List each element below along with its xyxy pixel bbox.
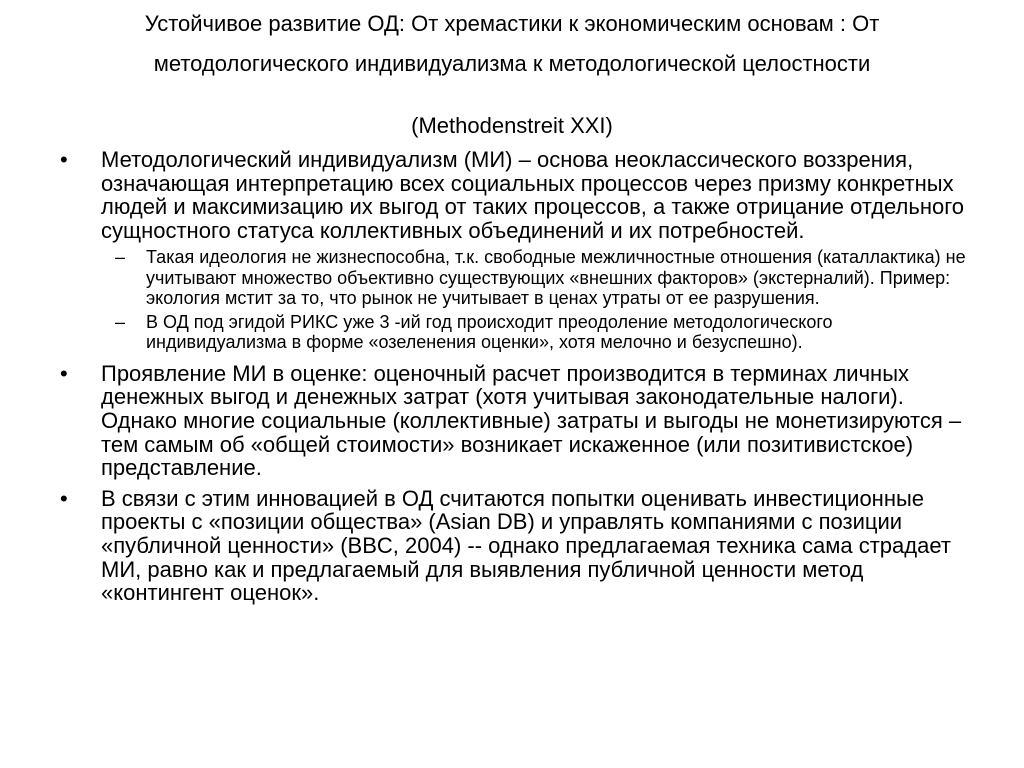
sub-bullet-text: Такая идеология не жизнеспособна, т.к. свободные межличностные отношения (каталлактика) не учитывают множество объективно существующих «внешних факторов» (экстерналий). Пример: экология мстит за то, что рынок не учитывает в ценах утраты от ее разрушения.: [146, 247, 966, 309]
bullet-text: Методологический индивидуализм (МИ) – основа неоклассического воззрения, означающая интерпретацию всех социальных процессов через призму конкретных людей и максимизацию их выгод от таких процессов, а также отрицание отдельного сущностного статуса коллективных объединений и их потребностей.: [101, 147, 965, 243]
bullet-marker: •: [60, 360, 68, 386]
sub-bullet-item: [58, 312, 978, 353]
sub-bullet-item: [58, 247, 978, 309]
bullet-item: [58, 487, 978, 605]
bullet-item: [58, 148, 978, 242]
slide-title-line-1: Устойчивое развитие ОД: От хремастики к экономическим основам : От: [144, 11, 880, 36]
slide-body: [58, 148, 978, 611]
dash-marker: –: [115, 311, 126, 332]
slide-title-line-3: (Methodenstreit XXI): [411, 113, 613, 138]
bullet-text: В связи с этим инновацией в ОД считаются попытки оценивать инвестиционные проекты с «позиции общества» (Asian DB) и управлять компаниями с позиции «публичной ценности» (BBC, 2004) -- однако предлагаемая техника сама страдает МИ, равно как и предлагаемый для выявления публичной ценности метод «контингент оценок».: [101, 485, 951, 606]
dash-marker: –: [115, 247, 126, 268]
bullet-marker: •: [60, 485, 68, 511]
bullet-marker: •: [60, 147, 68, 172]
sub-bullet-text: В ОД под эгидой РИКС уже 3 -ий год происходит преодоление методологического индивидуализма в форме «озеленения оценки», хотя мелочно и безуспешно).: [146, 311, 833, 353]
bullet-item: [58, 362, 978, 480]
slide-title-line-2: методологического индивидуализма к методологической целостности: [153, 51, 871, 76]
bullet-text: Проявление МИ в оценке: оценочный расчет производится в терминах личных денежных выгод и денежных затрат (хотя учитывая законодательные налоги). Однако многие социальные (коллективные) затраты и выгоды не монетизируются – тем самым об «общей стоимости» возникает искаженное (или позитивистское) представление.: [101, 360, 962, 481]
